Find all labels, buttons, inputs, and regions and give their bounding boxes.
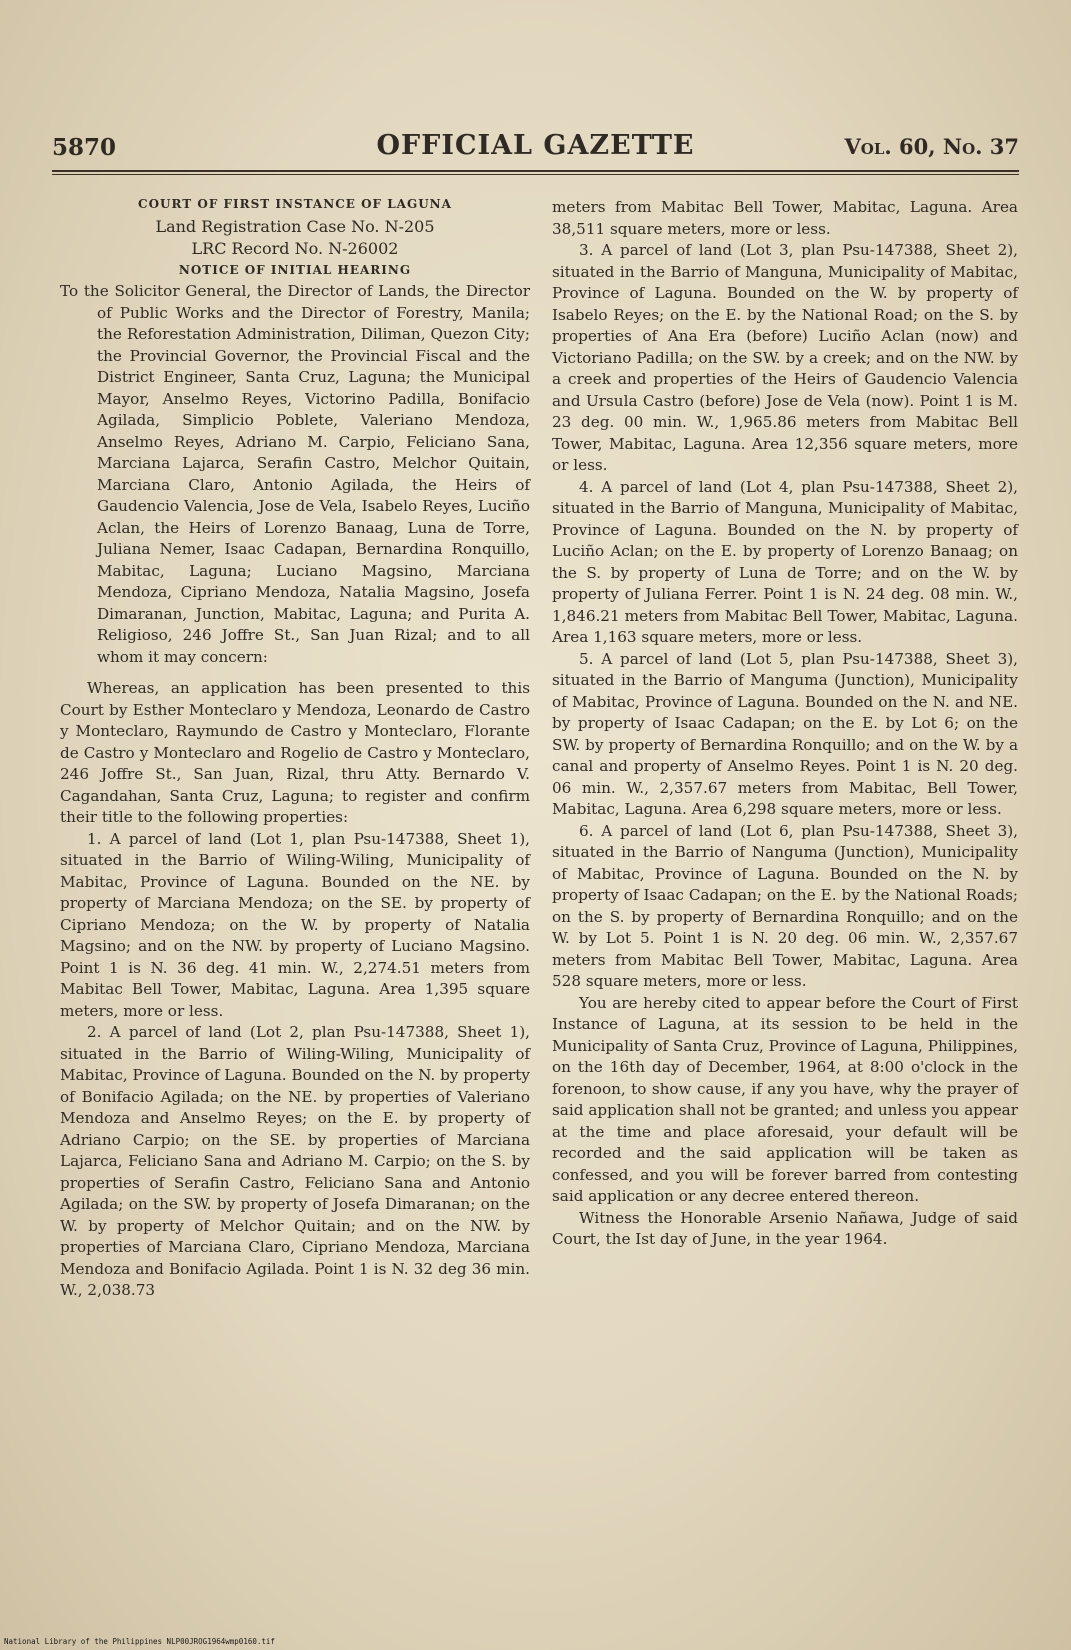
parcel-2-paragraph: 2. A parcel of land (Lot 2, plan Psu-147388, Sheet 1), situated in the Barrio of Wiling-Wiling, Municipality of Mabitac, Province of Laguna. Bounded on the N. by property of Bonifacio Agilada; on the NE. by properties of Valeriano Mendoza and Anselmo Reyes; on the E. by property of Adriano Carpio; on the SE. by properties of Marciana Lajarca, Feliciano Sana and Adriano M. Carpio; on the S. by properties of Serafin Castro, Feliciano Sana and Antonio Agilada; on the SW. by property of Josefa Dimaranan; on the W. by property of Melchor Quitain; and on the NW. by properties of Marciana Claro, Cipriano Mendoza, Marciana Mendoza and Bonifacio Agilada. Point 1 is N. 32 deg 36 min. W., 2,038.73 xyxy=(60,1023,530,1299)
whereas-paragraph: Whereas, an application has been presented to this Court by Esther Monteclaro y Mendoza, Leonardo de Castro y Monteclaro, Raymundo de Castro y Monteclaro, Florante de Castro y Monteclaro and Rogelio de Castro y Monteclaro, 246 Joffre St., San Juan, Rizal, thru Atty. Bernardo V. Cagandahan, Santa Cruz, Laguna; to register and confirm their title to the following properties: xyxy=(60,679,530,826)
witness-paragraph: Witness the Honorable Arsenio Nañawa, Judge of said Court, the Ist day of June, in the year 1964. xyxy=(552,1208,1018,1248)
parcel-5-paragraph: 5. A parcel of land (Lot 5, plan Psu-147388, Sheet 3), situated in the Barrio of Manguma (Junction), Municipality of Mabitac, Province of Laguna. Bounded on the N. and NE. by property of Isaac Cadapan; on the E. by Lot 6; on the SW. by property of Bernardina Ronquillo; and on the W. by a canal and property of Anselmo Reyes. Point 1 is N. 20 deg. 06 min. W., 2,357.67 meters from Mabitac, Bell Tower, Mabitac, Laguna. Area 6,298 square meters, more or less. xyxy=(552,649,1018,818)
court-heading: COURT OF FIRST INSTANCE OF LAGUNA xyxy=(138,197,452,211)
case-number: Land Registration Case No. N-205 xyxy=(155,216,435,236)
addressee-paragraph: To the Solicitor General, the Director of Lands, the Director of Public Works and the Director of Forestry, Manila; the Reforestation Administration, Diliman, Quezon City; the Provincial Governor, the Provincial Fiscal and the District Engineer, Santa Cruz, Laguna; the Municipal Mayor, Anselmo Reyes, Victorino Padilla, Bonifacio Agilada, Simplicio Poblete, Valeriano Mendoza, Anselmo Reyes, Adriano M. Carpio, Feliciano Sana, Marciana Lajarca, Serafin Castro, Melchor Quitain, Marciana Claro, Antonio Agilada, the Heirs of Gaudencio Valencia, Jose de Vela, Isabelo Reyes, Luciño Aclan, the Heirs of Lorenzo Banaag, Luna de Torre, Juliana Nemer, Isaac Cadapan, Bernardina Ronquillo, Mabitac, Laguna; Luciano Magsino, Marciana Mendoza, Cipriano Mendoza, Natalia Magsino, Josefa Dimaranan, Junction, Mabitac, Laguna; and Purita A. Religioso, 246 Joffre St., San Juan Rizal; and to all whom it may concern: xyxy=(60,282,530,666)
parcel-3-paragraph: 3. A parcel of land (Lot 3, plan Psu-147388, Sheet 2), situated in the Barrio of Manguna, Municipality of Mabitac, Province of Laguna. Bounded on the W. by property of Isabelo Reyes; on the E. by the National Road; on the S. by properties of Ana Era (before) Luciño Aclan (now) and Victoriano Padilla; on the SW. by a creek; and on the NW. by a creek and properties of the Heirs of Gaudencio Valencia and Ursula Castro (before) Jose de Vela (now). Point 1 is M. 23 deg. 00 min. W., 1,965.86 meters from Mabitac Bell Tower, Mabitac, Laguna. Area 12,356 square meters, more or less. xyxy=(552,241,1018,474)
notice-title: NOTICE OF INITIAL HEARING xyxy=(178,262,412,277)
parcel-6-paragraph: 6. A parcel of land (Lot 6, plan Psu-147388, Sheet 3), situated in the Barrio of Nanguma (Junction), Municipality of Mabitac, Province of Laguna. Bounded on the N. by property of Isaac Cadapan; on the E. by the National Roads; on the S. by property of Bernardina Ronquillo; and on the W. by Lot 5. Point 1 is N. 20 deg. 06 min. W., 2,357.67 meters from Mabitac Bell Tower, Mabitac, Laguna. Area 528 square meters, more or less. xyxy=(552,821,1018,990)
publication-title: OFFICIAL GAZETTE xyxy=(376,130,695,161)
volume-number: Vol. 60, No. 37 xyxy=(844,134,1019,159)
parcel-2-continued: meters from Mabitac Bell Tower, Mabitac, Laguna. Area 38,511 square meters, more or less. xyxy=(552,198,1018,238)
right-column xyxy=(552,197,1018,1251)
scan-footer-note: National Library of the Philippines NLP00JROG1964wmp0160.tif xyxy=(4,1637,275,1646)
header-rule xyxy=(52,170,1019,172)
header-rule-thin xyxy=(52,174,1019,175)
page-header xyxy=(52,128,1019,168)
citation-paragraph: You are hereby cited to appear before the Court of First Instance of Laguna, at its session to be held in the Municipality of Santa Cruz, Province of Laguna, Philippines, on the 16th day of December, 1964, at 8:00 o'clock in the forenoon, to show cause, if any you have, why the prayer of said application shall not be granted; and unless you appear at the time and place aforesaid, your default will be recorded and the said application will be taken as confessed, and you will be forever barred from contesting said application or any decree entered thereon. xyxy=(552,993,1018,1205)
parcel-1-paragraph: 1. A parcel of land (Lot 1, plan Psu-147388, Sheet 1), situated in the Barrio of Wiling-Wiling, Municipality of Mabitac, Province of Laguna. Bounded on the NE. by property of Marciana Mendoza; on the SE. by property of Cipriano Mendoza; on the W. by property of Natalia Magsino; and on the NW. by property of Luciano Magsino. Point 1 is N. 36 deg. 41 min. W., 2,274.51 meters from Mabitac Bell Tower, Mabitac, Laguna. Area 1,395 square meters, more or less. xyxy=(60,829,530,1020)
page-number: 5870 xyxy=(52,134,117,161)
left-column xyxy=(60,194,530,1302)
record-number: LRC Record No. N-26002 xyxy=(191,238,399,258)
parcel-4-paragraph: 4. A parcel of land (Lot 4, plan Psu-147388, Sheet 2), situated in the Barrio of Manguna, Municipality of Mabitac, Province of Laguna. Bounded on the N. by property of Luciño Aclan; on the E. by property of Lorenzo Banaag; on the S. by property of Luna de Torre; and on the W. by property of Juliana Ferrer. Point 1 is N. 24 deg. 08 min. W., 1,846.21 meters from Mabitac Bell Tower, Mabitac, Laguna. Area 1,163 square meters, more or less. xyxy=(552,477,1018,646)
